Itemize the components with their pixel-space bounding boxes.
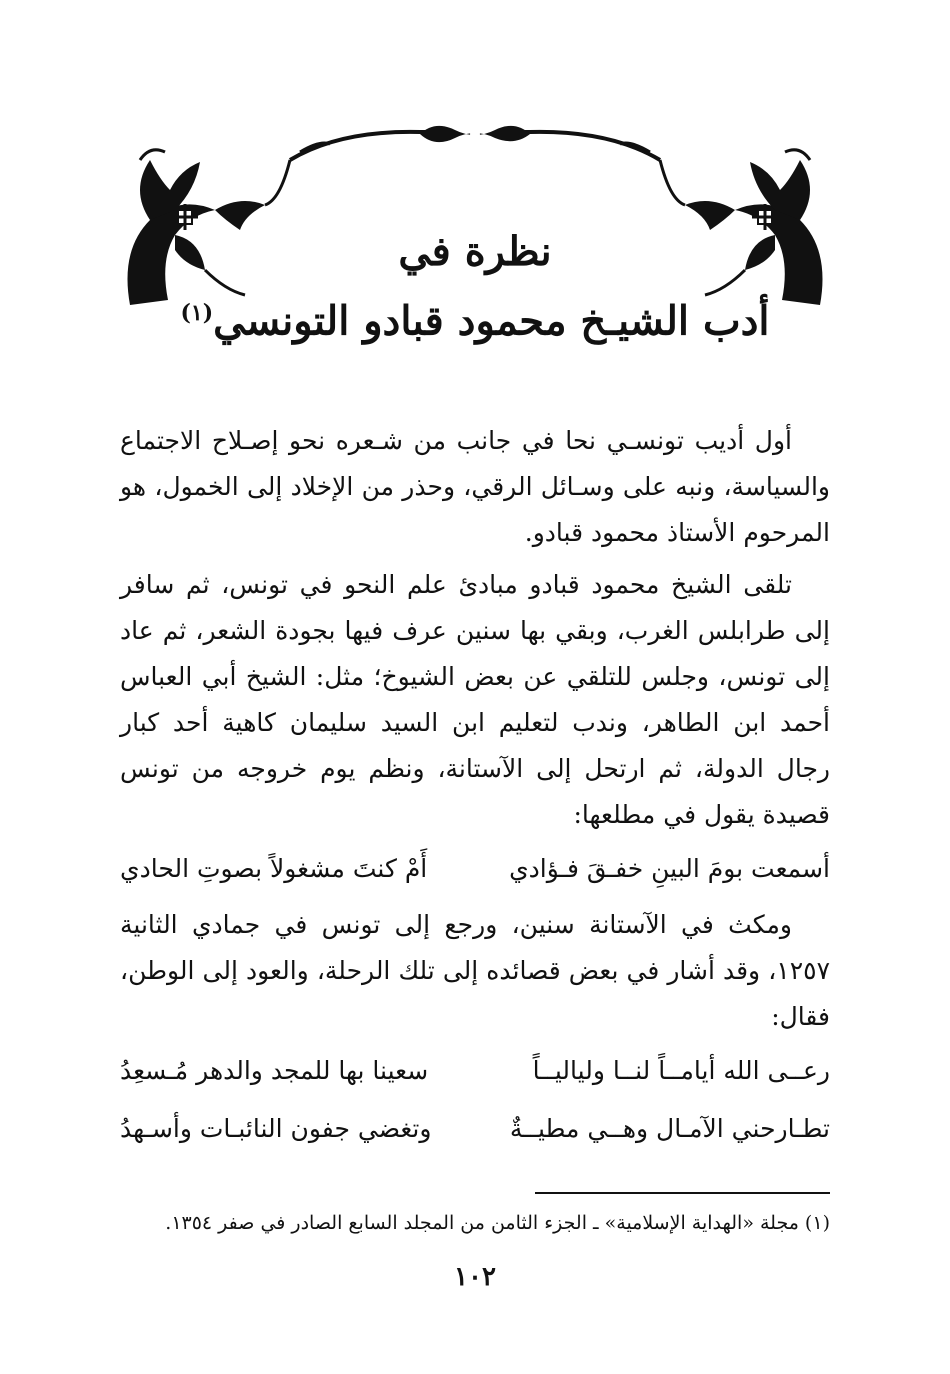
verse-line-3: [120, 1104, 830, 1154]
chapter-title: [120, 222, 830, 352]
verse-line-1: [120, 844, 830, 894]
paragraph-3: ومكث في الآستانة سنين، ورجع إلى تونس في جمادي الثانية ١٢٥٧، وقد أشار في بعض قصائده إلى تلك الرحلة، والعود إلى الوطن، فقال:: [120, 910, 830, 1031]
title-line-2: [120, 282, 830, 352]
footnote-marker: (١): [180, 300, 214, 326]
title-line-1: نظرة في: [398, 228, 552, 275]
verse-hemistich-first: رعــى الله أيامــاً لنــا ولياليــاً: [532, 1056, 830, 1085]
paragraph-2: تلقى الشيخ محمود قبادو مبادئ علم النحو في تونس، ثم سافر إلى طرابلس الغرب، وبقي بها سنين عرف فيها بجودة الشعر، ثم عاد إلى تونس، وجلس للتلقي عن بعض الشيوخ؛ مثل: الشيخ أبي العباس أحمد ابن الطاهر، وندب لتعليم ابن السيد سليمان كاهية أحد كبار رجال الدولة، ثم ارتحل إلى الآستانة، ونظم يوم خروجه من تونس قصيدة يقول في مطلعها:: [120, 570, 830, 829]
title-line-2-text: أدب الشيـخ محمود قبادو التونسي: [213, 297, 770, 345]
verse-hemistich-first: أسمعت بومَ البينِ خفـقَ فـؤادي: [509, 854, 830, 883]
verse-hemistich-second: وتغضي جفون النائبـات وأسـهدُ: [120, 1114, 432, 1143]
footnote-divider: [535, 1192, 830, 1194]
verse-hemistich-first: تطـارحني الآمـال وهــي مطيــةٌ: [509, 1114, 830, 1143]
main-body: [120, 418, 830, 1162]
page-number: ١٠٢: [454, 1262, 496, 1292]
paragraph-1: أول أديب تونسـي نحا في جانب من شـعره نحو إصـلاح الاجتماع والسياسة، ونبه على وسـائل الرقي، وحذر من الإخلاد إلى الخمول، هو المرحوم الأستاذ محمود قبادو.: [120, 426, 830, 547]
verse-hemistich-second: أَمْ كنتَ مشغولاً بصوتِ الحادي: [120, 854, 428, 883]
verse-hemistich-second: سعينا بها للمجد والدهر مُـسعِدُ: [120, 1056, 429, 1085]
footnote: (١) مجلة «الهداية الإسلامية» ـ الجزء الثامن من المجلد السابع الصادر في صفر ١٣٥٤.: [165, 1212, 830, 1234]
verse-line-2: [120, 1046, 830, 1096]
